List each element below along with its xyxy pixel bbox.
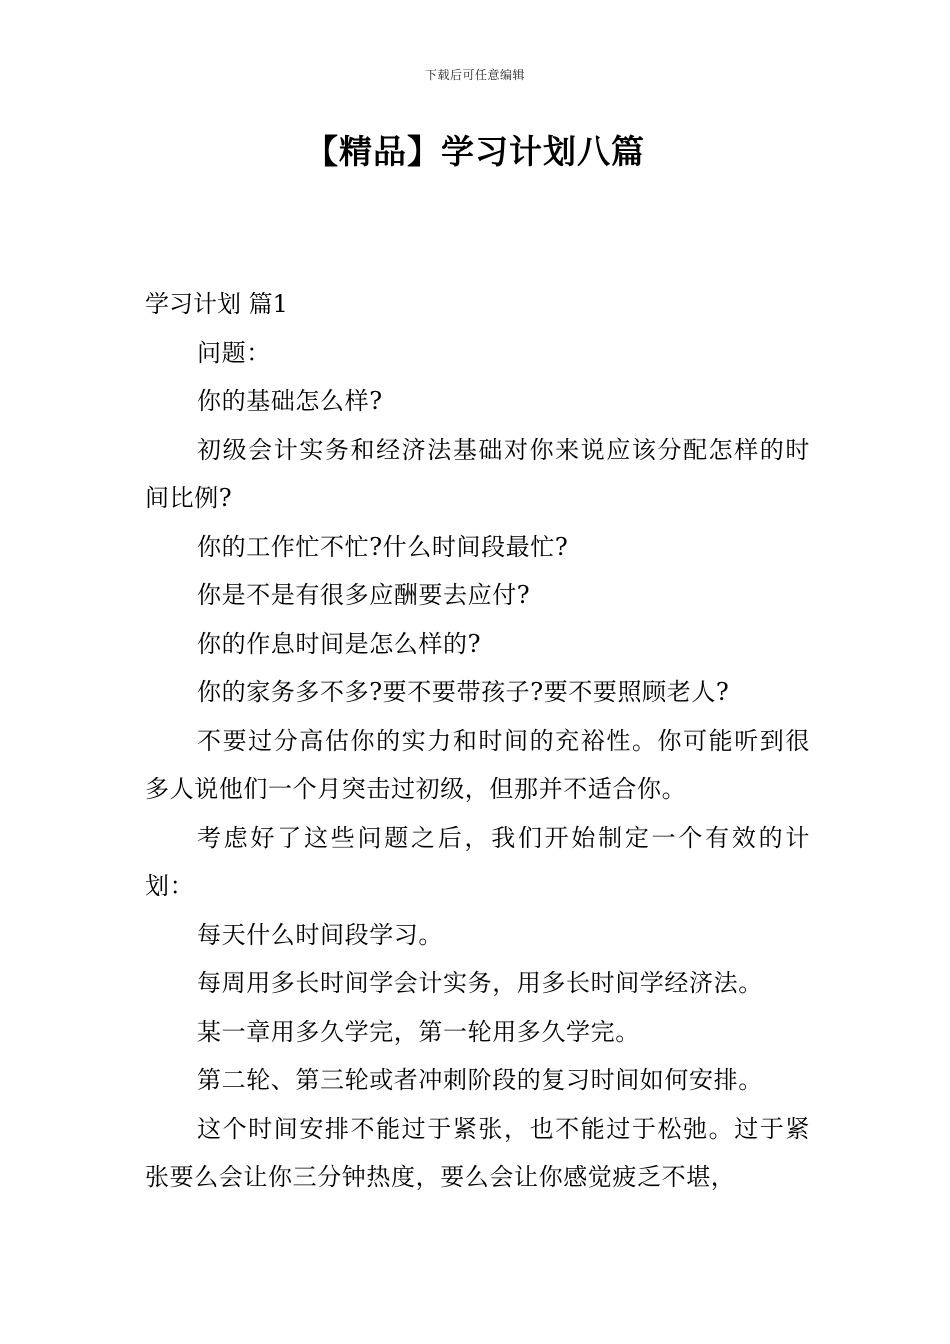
paragraph-question-time-ratio: 初级会计实务和经济法基础对你来说应该分配怎样的时间比例?	[145, 435, 810, 512]
paragraph-question-work-busy: 你的工作忙不忙?什么时间段最忙?	[197, 532, 569, 561]
paragraph-plan-weekly: 每周用多长时间学会计实务，用多长时间学经济法。	[197, 969, 763, 997]
paragraph-question-schedule: 你的作息时间是怎么样的?	[197, 629, 482, 658]
paragraph-plan-chapter: 某一章用多久学完，第一轮用多久学完。	[197, 1017, 640, 1046]
paragraph-questions-label: 问题：	[197, 338, 271, 367]
header-note: 下载后可任意编辑	[424, 68, 525, 82]
paragraph-question-social: 你是不是有很多应酬要去应付?	[197, 581, 531, 609]
paragraph-plan-intro: 考虑好了这些问题之后，我们开始制定一个有效的计划：	[145, 823, 810, 900]
paragraph-advice-overestimate: 不要过分高估你的实力和时间的充裕性。你可能听到很多人说他们一个月突击过初级，但那并不适合你。	[145, 726, 810, 803]
paragraph-plan-balance: 这个时间安排不能过于紧张，也不能过于松弛。过于紧张要么会让你三分钟热度，要么会让你感觉疲乏不堪，	[145, 1114, 810, 1191]
section-heading: 学习计划 篇1	[145, 290, 288, 318]
paragraph-question-housework: 你的家务多不多?要不要带孩子?要不要照顾老人?	[197, 678, 730, 706]
paragraph-plan-daily: 每天什么时间段学习。	[197, 920, 443, 949]
document-body	[145, 280, 810, 1202]
paragraph-question-foundation: 你的基础怎么样?	[197, 387, 383, 415]
paragraph-plan-review: 第二轮、第三轮或者冲刺阶段的复习时间如何安排。	[197, 1066, 763, 1094]
document-title: 【精品】学习计划八篇	[305, 132, 645, 171]
